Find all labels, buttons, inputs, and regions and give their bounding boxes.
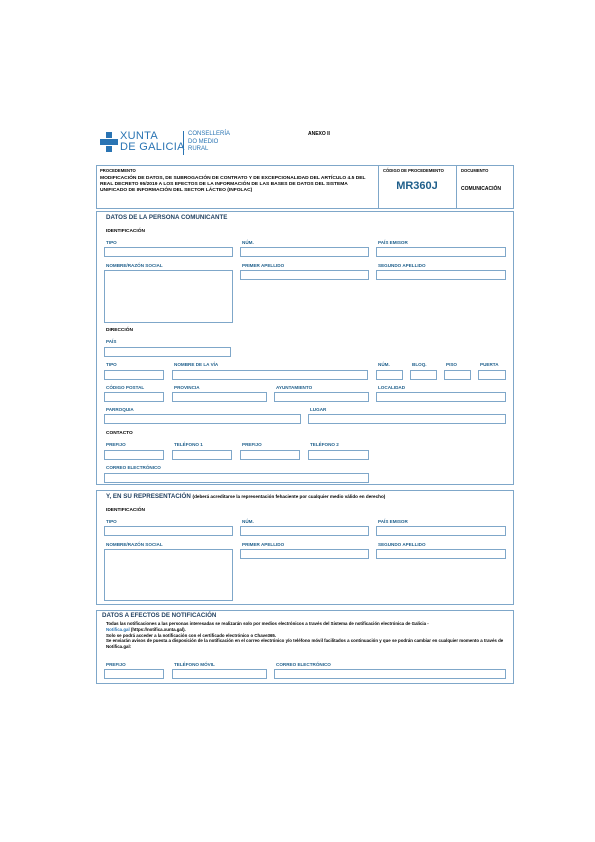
rep-pais-emisor-input[interactable] <box>376 526 506 536</box>
logo-line2: DE GALICIA <box>120 141 185 153</box>
primer-apellido-input[interactable] <box>240 270 369 280</box>
prefijo1-label: PREFIJO <box>106 442 126 447</box>
localidad-input[interactable] <box>376 392 506 402</box>
telefono2-label: TELÉFONO 2 <box>310 442 339 447</box>
procedure-code-label: CÓDIGO DE PROCEDEMENTO <box>383 168 444 173</box>
notification-line3: Se enviarán avisos de puesta a disposición de la notificación en el correo electrónico y/o teléfono móvil facilitados a continuación y que se podrán cambiar en cualquier momento a través de Notifica.gal: <box>106 638 504 650</box>
rep-num-input[interactable] <box>240 526 369 536</box>
segundo-apellido-input[interactable] <box>376 270 506 280</box>
telefono1-input[interactable] <box>172 450 232 460</box>
procedure-label: PROCEDEMENTO <box>100 168 136 173</box>
num-via-label: NÚM. <box>378 362 390 367</box>
notification-line2: Solo se podrá acceder a la notificación con el certificado electrónico o Chave365. <box>106 632 277 638</box>
notification-line1 <box>106 621 506 633</box>
notification-line1b: (https://notifica.xunta.gal). <box>129 626 186 632</box>
notif-prefijo-input[interactable] <box>104 669 164 679</box>
department-name <box>188 131 230 154</box>
cp-label: CÓDIGO POSTAL <box>106 385 145 390</box>
num-input[interactable] <box>240 247 369 257</box>
notification-title: DATOS A EFECTOS DE NOTIFICACIÓN <box>102 612 217 619</box>
tipo-input[interactable] <box>104 247 233 257</box>
pais-emisor-input[interactable] <box>376 247 506 257</box>
tipo-via-label: TIPO <box>106 362 117 367</box>
notif-movil-input[interactable] <box>172 669 267 679</box>
prefijo1-input[interactable] <box>104 450 164 460</box>
dept-line1: CONSELLERÍA <box>188 131 231 137</box>
rep-num-label: NÚM. <box>242 519 254 524</box>
ayuntamiento-label: AYUNTAMIENTO <box>276 385 313 390</box>
representative-title-text: Y, EN SU REPRESENTACIÓN <box>106 493 191 500</box>
rep-ident-heading: IDENTIFICACIÓN <box>106 508 145 513</box>
num-label: NÚM. <box>242 240 254 245</box>
document-label: DOCUMENTO <box>461 168 489 173</box>
procedure-title: MODIFICACIÓN DE DATOS, DE SUBROGACIÓN DE CONTRATO Y DE EXCEPCIONALIDAD DEL ARTÍCULO 4.5 DEL REAL DECRETO 95/2019 A LOS EFECTOS DE LA INFORMACIÓN DE LAS BASES DE DATOS DEL SISTEMA UNIFICADO DE INFORMACIÓN DEL SECTOR LÁCTEO (INFOLAC) <box>100 176 366 193</box>
rep-nombre-label: NOMBRE/RAZÓN SOCIAL <box>106 542 163 547</box>
ayuntamiento-input[interactable] <box>274 392 369 402</box>
localidad-label: LOCALIDAD <box>378 385 406 390</box>
prefijo2-input[interactable] <box>240 450 300 460</box>
lugar-label: LUGAR <box>310 407 327 412</box>
correo-input[interactable] <box>104 473 369 483</box>
nombre-via-label: NOMBRE DE LA VÍA <box>174 362 219 367</box>
lugar-input[interactable] <box>308 414 506 424</box>
correo-label: CORREO ELECTRÓNICO <box>106 465 161 470</box>
nombre-via-input[interactable] <box>172 370 368 380</box>
puerta-label: PUERTA <box>480 362 499 367</box>
tipo-via-input[interactable] <box>104 370 164 380</box>
cp-input[interactable] <box>104 392 164 402</box>
dept-line3: RURAL <box>188 146 209 152</box>
logo-divider <box>183 131 184 155</box>
procedure-divider-2 <box>456 165 457 209</box>
parroquia-label: PARROQUIA <box>106 407 134 412</box>
dept-line2: DO MEDIO <box>188 138 219 145</box>
pais-label: PAÍS <box>106 339 117 344</box>
notif-correo-label: CORREO ELECTRÓNICO <box>276 662 331 667</box>
rep-primer-apellido-label: PRIMER APELLIDO <box>242 542 285 547</box>
pais-emisor-label: PAÍS EMISOR <box>378 240 408 245</box>
provincia-input[interactable] <box>172 392 267 402</box>
notif-movil-label: TELÉFONO MÓVIL <box>174 662 215 667</box>
contacto-heading: CONTACTO <box>106 431 133 436</box>
puerta-input[interactable] <box>478 370 506 380</box>
piso-input[interactable] <box>444 370 471 380</box>
segundo-apellido-label: SEGUNDO APELLIDO <box>378 263 426 268</box>
bloq-label: BLOQ. <box>412 362 427 367</box>
direccion-heading: DIRECCIÓN <box>106 328 133 333</box>
provincia-label: PROVINCIA <box>174 385 200 390</box>
piso-label: PISO <box>446 362 457 367</box>
rep-segundo-apellido-label: SEGUNDO APELLIDO <box>378 542 426 547</box>
procedure-code: MR360J <box>396 180 438 192</box>
rep-primer-apellido-input[interactable] <box>240 549 369 559</box>
person-title: DATOS DE LA PERSONA COMUNICANTE <box>106 214 228 221</box>
representative-title <box>106 493 385 500</box>
notif-prefijo-label: PREFIJO <box>106 662 126 667</box>
document-type: COMUNICACIÓN <box>461 186 501 192</box>
rep-segundo-apellido-input[interactable] <box>376 549 506 559</box>
prefijo2-label: PREFIJO <box>242 442 262 447</box>
telefono1-label: TELÉFONO 1 <box>174 442 203 447</box>
primer-apellido-label: PRIMER APELLIDO <box>242 263 285 268</box>
notifica-link[interactable]: Notifica.gal <box>106 626 130 632</box>
tipo-label: TIPO <box>106 240 117 245</box>
pais-input[interactable] <box>104 347 231 357</box>
bloq-input[interactable] <box>410 370 437 380</box>
logo-line1: XUNTA <box>120 130 158 142</box>
person-ident-heading: IDENTIFICACIÓN <box>106 229 145 234</box>
logo-text <box>120 131 185 153</box>
rep-tipo-label: TIPO <box>106 519 117 524</box>
nombre-label: NOMBRE/RAZÓN SOCIAL <box>106 263 163 268</box>
rep-tipo-input[interactable] <box>104 526 233 536</box>
notif-correo-input[interactable] <box>274 669 506 679</box>
telefono2-input[interactable] <box>308 450 369 460</box>
anexo-label: ANEXO II <box>308 131 330 137</box>
notification-text <box>106 621 506 650</box>
rep-nombre-input[interactable] <box>104 549 233 601</box>
parroquia-input[interactable] <box>104 414 301 424</box>
num-via-input[interactable] <box>376 370 403 380</box>
notification-line1a: Todas las notificaciones a las personas interesadas se realizarán solo por medios electrónicos a través del Sistema de notificación electrónica de Galicia - <box>106 621 429 626</box>
nombre-input[interactable] <box>104 270 233 323</box>
representative-note: (deberá acreditarse la representación fehaciente por cualquier medio válido en derecho) <box>192 494 386 499</box>
rep-pais-emisor-label: PAÍS EMISOR <box>378 519 408 524</box>
xunta-logo-icon <box>100 132 118 154</box>
